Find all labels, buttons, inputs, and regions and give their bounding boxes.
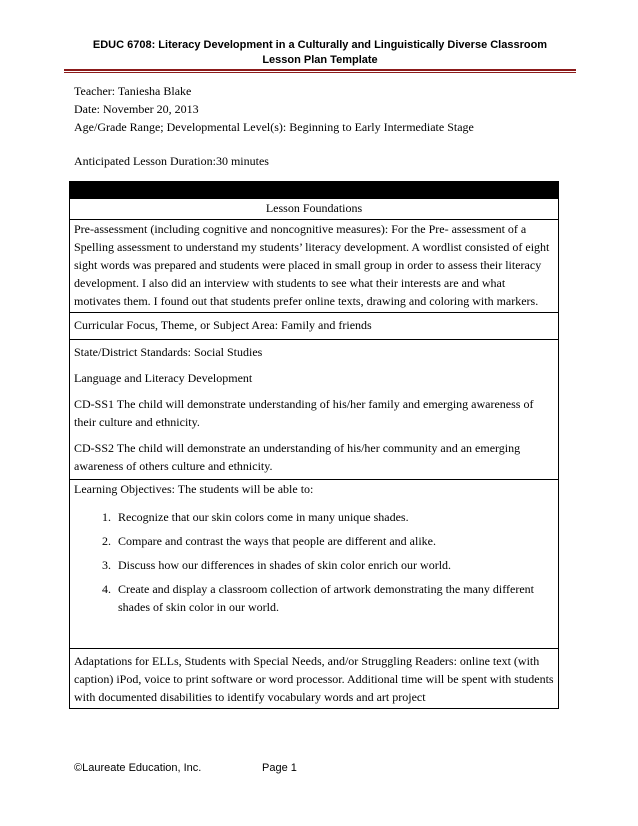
teacher-line: Teacher: Taniesha Blake: [74, 84, 192, 98]
document-header: [64, 38, 576, 68]
standards-cell: [70, 340, 559, 480]
curricular-focus-text: Curricular Focus, Theme, or Subject Area: Family and friends: [74, 318, 372, 332]
header-rule: [64, 69, 576, 71]
standards-area: Language and Literacy Development: [74, 371, 253, 385]
preassessment-cell: [70, 220, 559, 313]
list-item: 4. Create and display a classroom collection of artwork demonstrating the many different shades of skin color in our world.: [114, 580, 554, 616]
section-title: Lesson Foundations: [70, 199, 559, 220]
list-item: 2. Compare and contrast the ways that people are different and alike.: [114, 532, 554, 550]
lesson-info: [74, 82, 574, 170]
standard-cd-ss2: CD-SS2 The child will demonstrate an understanding of his/her community and an emerging awareness of others culture and ethnicity.: [74, 441, 521, 473]
objectives-list: [74, 508, 554, 616]
lesson-plan-table: [69, 181, 559, 709]
table-header-bar: [70, 182, 559, 199]
preassessment-text: Pre-assessment (including cognitive and noncognitive measures): For the Pre- assessment of a Spelling assessment to understand my students’ literacy development. A wordlist consisted of eight sight words was prepared and students were placed in small group in order to assess their literacy development. I also did an interview with students to see what their interests are and what motivates them. I found out that students prefer online texts, drawing and coloring with markers.: [74, 222, 550, 308]
page-number: Page 1: [262, 762, 297, 774]
list-item: 3. Discuss how our differences in shades of skin color enrich our world.: [114, 556, 554, 574]
header-rule-thin: [64, 72, 576, 73]
date-line: Date: November 20, 2013: [74, 102, 199, 116]
standards-label: State/District Standards: Social Studies: [74, 345, 263, 359]
adaptations-text: Adaptations for ELLs, Students with Special Needs, and/or Struggling Readers: online text (with caption) iPod, voice to print software or word processor. Additional time will be spent with students with documented disabilities to identify vocabulary words and art project: [74, 654, 554, 704]
list-item: 1. Recognize that our skin colors come in many unique shades.: [114, 508, 554, 526]
objectives-cell: [70, 480, 559, 649]
header-title-line1: EDUC 6708: Literacy Development in a Culturally and Linguistically Diverse Classroom: [92, 39, 548, 51]
header-title-line2: Lesson Plan Template: [262, 54, 378, 66]
age-grade-line: Age/Grade Range; Developmental Level(s): Beginning to Early Intermediate Stage: [74, 120, 474, 134]
objectives-intro: Learning Objectives: The students will be able to:: [74, 482, 314, 496]
adaptations-cell: [70, 649, 559, 709]
duration-line: Anticipated Lesson Duration:30 minutes: [74, 154, 269, 168]
copyright-text: ©Laureate Education, Inc.: [74, 762, 202, 774]
standard-cd-ss1: CD-SS1 The child will demonstrate understanding of his/her family and emerging awareness of their culture and ethnicity.: [74, 397, 534, 429]
curricular-focus-cell: [70, 313, 559, 340]
